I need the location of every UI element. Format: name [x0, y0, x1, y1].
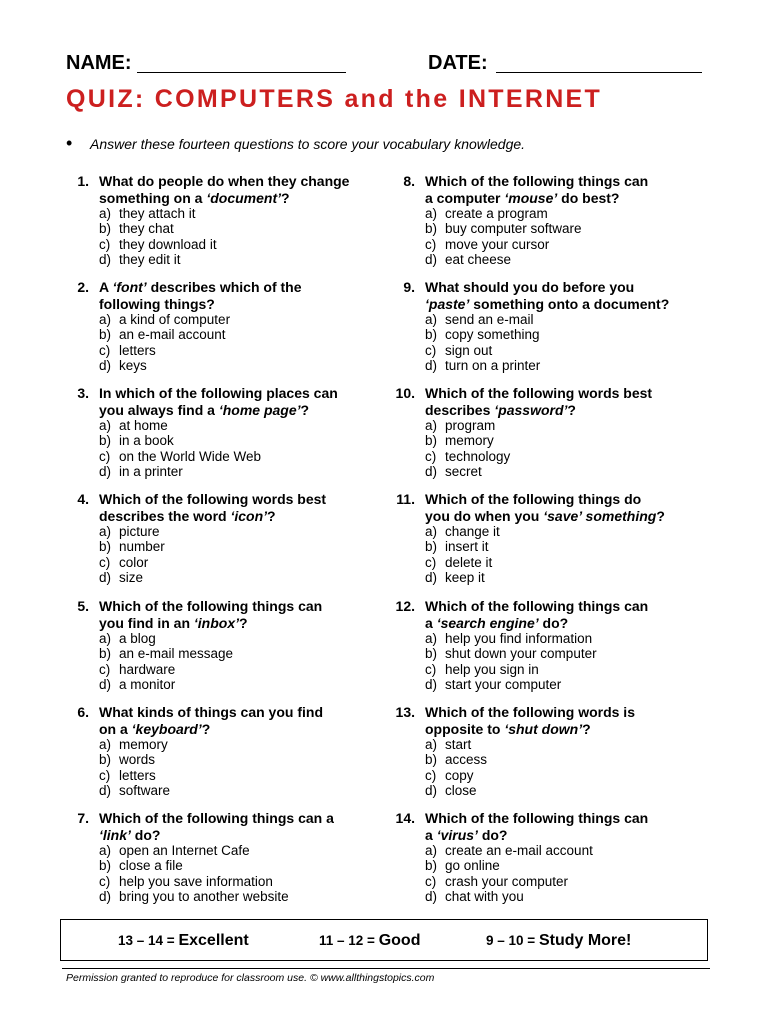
question-prompt: Which of the following words best describes: [425, 385, 653, 418]
question-number: 10.: [395, 385, 415, 401]
option-letter: c): [425, 767, 437, 783]
question-5: [59, 598, 359, 693]
option-letter: b): [425, 433, 438, 449]
question-text: [425, 704, 685, 737]
option-letter: a): [425, 843, 438, 858]
option-letter: d): [99, 358, 112, 374]
question-term: ‘inbox’: [193, 614, 240, 631]
question-number: 5.: [77, 598, 89, 614]
answer-options: [385, 312, 685, 374]
question-term: ‘virus’: [436, 826, 478, 843]
option-text: copy something: [445, 327, 540, 343]
answer-options: [385, 631, 685, 693]
question-term: ‘home page’: [218, 401, 301, 418]
option-letter: a): [99, 418, 112, 433]
option-letter: d): [425, 464, 438, 480]
answer-option[interactable]: [99, 312, 359, 327]
answer-option[interactable]: [99, 570, 359, 585]
answer-option[interactable]: [425, 889, 685, 904]
option-text: buy computer software: [445, 221, 582, 237]
answer-options: [59, 631, 359, 693]
instruction-text: Answer these fourteen questions to score your vocabulary knowledge.: [90, 136, 526, 152]
option-letter: a): [99, 631, 112, 646]
question-number: 11.: [396, 491, 415, 507]
option-text: eat cheese: [445, 252, 512, 268]
option-text: a blog: [119, 631, 156, 646]
score-word: Study More!: [538, 932, 632, 949]
answer-option[interactable]: [425, 874, 685, 889]
option-text: secret: [445, 464, 482, 480]
question-12: [385, 598, 685, 693]
answer-options: [385, 206, 685, 268]
option-letter: b): [99, 539, 112, 555]
option-text: bring you to another website: [119, 889, 289, 905]
question-4: [59, 491, 359, 586]
option-text: hardware: [119, 661, 176, 677]
question-prompt: Which of the following things can a: [425, 810, 649, 843]
question-prompt: What should you do before you: [425, 279, 635, 295]
question-text: [425, 810, 685, 843]
question-suffix: do?: [477, 826, 508, 843]
answer-option[interactable]: [425, 631, 685, 646]
answer-option[interactable]: [425, 783, 685, 798]
question-prompt: Which of the following things can a: [425, 598, 649, 631]
answer-option[interactable]: [425, 327, 685, 342]
option-letter: a): [99, 737, 112, 752]
option-text: close a file: [119, 858, 183, 874]
answer-option[interactable]: [99, 433, 359, 448]
question-suffix: ?: [300, 401, 310, 418]
score-study-more: [486, 931, 631, 951]
answer-option[interactable]: [99, 539, 359, 554]
answer-option[interactable]: [99, 221, 359, 236]
option-text: letters: [119, 767, 156, 783]
question-prompt: Which of the following things can a computer: [425, 173, 649, 206]
option-text: an e-mail message: [119, 646, 234, 662]
option-text: create a program: [445, 206, 548, 221]
question-10: [385, 385, 685, 480]
answer-option[interactable]: [425, 768, 685, 783]
question-prompt: Which of the following words best describes the word: [99, 491, 327, 524]
question-text: [99, 385, 359, 418]
question-text: [99, 598, 359, 631]
option-text: go online: [445, 858, 500, 874]
option-letter: d): [425, 358, 438, 374]
option-letter: c): [425, 661, 437, 677]
option-text: color: [119, 554, 149, 570]
question-text: [425, 173, 685, 206]
answer-option[interactable]: [99, 737, 359, 752]
option-text: on the World Wide Web: [119, 448, 262, 464]
option-text: letters: [119, 342, 156, 358]
answer-option[interactable]: [425, 464, 685, 479]
option-letter: c): [425, 236, 437, 252]
question-prompt: What kinds of things can you find on a: [99, 704, 323, 737]
answer-option[interactable]: [425, 570, 685, 585]
question-text: [99, 279, 359, 312]
option-text: words: [119, 752, 156, 768]
answer-option[interactable]: [99, 752, 359, 767]
option-text: they download it: [119, 236, 217, 252]
date-label: DATE:: [428, 52, 488, 74]
option-letter: c): [99, 661, 111, 677]
question-6: [59, 704, 359, 799]
question-number: 4.: [77, 491, 89, 507]
answer-option[interactable]: [425, 358, 685, 373]
question-9: [385, 279, 685, 374]
option-text: program: [445, 418, 496, 433]
question-suffix: do?: [538, 614, 569, 631]
option-text: a kind of computer: [119, 312, 231, 327]
option-letter: a): [99, 312, 112, 327]
answer-option[interactable]: [425, 524, 685, 539]
answer-option[interactable]: [99, 874, 359, 889]
option-letter: a): [425, 737, 438, 752]
answer-options: [385, 418, 685, 480]
answer-option[interactable]: [425, 677, 685, 692]
option-letter: d): [425, 889, 438, 905]
answer-option[interactable]: [425, 312, 685, 327]
answer-option[interactable]: [99, 524, 359, 539]
option-letter: c): [425, 554, 437, 570]
answer-option[interactable]: [99, 889, 359, 904]
option-letter: a): [99, 524, 112, 539]
option-text: in a book: [119, 433, 174, 449]
answer-option[interactable]: [99, 768, 359, 783]
option-text: shut down your computer: [445, 646, 597, 662]
question-suffix: ?: [201, 720, 211, 737]
answer-option[interactable]: [99, 206, 359, 221]
option-letter: c): [425, 448, 437, 464]
option-letter: b): [99, 221, 112, 237]
option-letter: d): [425, 783, 438, 799]
option-letter: b): [425, 221, 438, 237]
question-number: 9.: [403, 279, 415, 295]
question-number: 6.: [77, 704, 89, 720]
question-number: 14.: [395, 810, 415, 826]
question-text: [99, 810, 359, 843]
question-prompt: Which of the following things do you do when you: [425, 491, 642, 524]
answer-option[interactable]: [99, 449, 359, 464]
question-suffix: do best?: [557, 189, 620, 206]
answer-options: [385, 843, 685, 905]
page-title: QUIZ: COMPUTERS and the INTERNET: [66, 85, 603, 113]
answer-option[interactable]: [99, 783, 359, 798]
question-term: ‘search engine’: [436, 614, 539, 631]
question-term: ‘paste’: [425, 295, 470, 312]
bullet-icon: •: [66, 133, 73, 153]
answer-option[interactable]: [99, 343, 359, 358]
option-letter: d): [99, 570, 112, 586]
answer-option[interactable]: [99, 843, 359, 858]
option-letter: a): [425, 206, 438, 221]
question-13: [385, 704, 685, 799]
question-term: ‘mouse’: [504, 189, 558, 206]
question-14: [385, 810, 685, 905]
score-range: 13 – 14 =: [118, 933, 175, 948]
option-letter: a): [425, 524, 438, 539]
option-text: open an Internet Cafe: [119, 843, 250, 858]
option-letter: c): [99, 554, 111, 570]
option-text: copy: [445, 767, 474, 783]
option-letter: c): [99, 448, 111, 464]
question-11: [385, 491, 685, 586]
option-text: number: [119, 539, 165, 555]
question-term: ‘link’: [99, 826, 131, 843]
option-letter: d): [99, 464, 112, 480]
question-suffix: do?: [130, 826, 161, 843]
answer-option[interactable]: [99, 237, 359, 252]
option-text: memory: [119, 737, 168, 752]
answer-option[interactable]: [425, 555, 685, 570]
option-text: start: [445, 737, 472, 752]
score-box: [60, 919, 708, 961]
option-text: start your computer: [445, 677, 562, 693]
answer-options: [59, 312, 359, 374]
date-field-line[interactable]: [496, 72, 702, 73]
question-7: [59, 810, 359, 905]
option-text: turn on a printer: [445, 358, 541, 374]
answer-option[interactable]: [425, 418, 685, 433]
answer-option[interactable]: [99, 555, 359, 570]
option-letter: a): [99, 206, 112, 221]
question-suffix: describes which of the following things?: [99, 279, 302, 312]
option-letter: b): [99, 327, 112, 343]
question-text: [99, 173, 359, 206]
question-suffix: ?: [656, 507, 665, 524]
answer-options: [385, 524, 685, 586]
option-letter: c): [425, 873, 437, 889]
question-suffix: something onto a document?: [469, 295, 670, 312]
answer-option[interactable]: [99, 631, 359, 646]
question-2: [59, 279, 359, 374]
option-letter: d): [99, 889, 112, 905]
instruction: [66, 134, 706, 156]
header-row: [0, 50, 768, 80]
option-text: technology: [445, 448, 511, 464]
option-text: in a printer: [119, 464, 183, 480]
question-text: [425, 279, 685, 312]
answer-option[interactable]: [425, 737, 685, 752]
answer-options: [59, 737, 359, 799]
answer-option[interactable]: [99, 252, 359, 267]
option-letter: c): [425, 342, 437, 358]
question-term: ‘save’ something: [543, 507, 657, 524]
answer-option[interactable]: [99, 464, 359, 479]
question-term: ‘keyboard’: [131, 720, 202, 737]
answer-option[interactable]: [425, 646, 685, 661]
option-text: a monitor: [119, 677, 176, 693]
option-text: software: [119, 783, 171, 799]
option-letter: a): [99, 843, 112, 858]
option-text: keys: [119, 358, 147, 374]
option-letter: c): [99, 236, 111, 252]
answer-option[interactable]: [99, 418, 359, 433]
answer-option[interactable]: [425, 237, 685, 252]
score-word: Good: [378, 932, 421, 949]
name-label: NAME:: [66, 52, 132, 74]
question-suffix: ?: [281, 189, 290, 206]
answer-option[interactable]: [425, 433, 685, 448]
option-letter: c): [99, 767, 111, 783]
option-text: keep it: [445, 570, 485, 586]
question-term: ‘password’: [494, 401, 568, 418]
option-text: help you find information: [445, 631, 593, 646]
answer-option[interactable]: [99, 327, 359, 342]
question-term: ‘font’: [112, 279, 147, 295]
option-text: an e-mail account: [119, 327, 226, 343]
answer-option[interactable]: [99, 646, 359, 661]
question-prompt: Which of the following things can you find in an: [99, 598, 323, 631]
question-prompt: What do people do when they change something on a: [99, 173, 350, 206]
option-letter: d): [99, 783, 112, 799]
option-letter: b): [425, 752, 438, 768]
answer-options: [385, 737, 685, 799]
answer-option[interactable]: [425, 449, 685, 464]
question-number: 13.: [395, 704, 415, 720]
name-field-line[interactable]: [137, 72, 346, 73]
option-letter: a): [425, 312, 438, 327]
option-text: insert it: [445, 539, 489, 555]
question-term: ‘document’: [206, 189, 282, 206]
option-text: change it: [445, 524, 500, 539]
question-text: [99, 704, 359, 737]
option-text: they chat: [119, 221, 174, 237]
option-text: send an e-mail: [445, 312, 534, 327]
option-letter: d): [425, 677, 438, 693]
score-good: [319, 931, 420, 951]
answer-options: [59, 418, 359, 480]
question-term: ‘shut down’: [504, 720, 583, 737]
question-text: [425, 491, 685, 524]
question-number: 1.: [77, 173, 89, 189]
option-letter: a): [425, 631, 438, 646]
question-number: 8.: [403, 173, 415, 189]
answer-option[interactable]: [425, 206, 685, 221]
score-excellent: [118, 931, 249, 951]
footer-permission: Permission granted to reproduce for classroom use. © www.allthingstopics.com: [66, 972, 435, 984]
option-letter: b): [425, 327, 438, 343]
score-range: 9 – 10 =: [486, 933, 536, 948]
answer-options: [59, 206, 359, 268]
answer-option[interactable]: [425, 539, 685, 554]
question-suffix: ?: [582, 720, 591, 737]
option-text: access: [445, 752, 488, 768]
option-letter: b): [99, 433, 112, 449]
footer-divider: [62, 968, 710, 969]
option-text: they attach it: [119, 206, 196, 221]
option-letter: b): [425, 858, 438, 874]
option-text: help you save information: [119, 873, 273, 889]
score-word: Excellent: [178, 932, 249, 949]
question-suffix: ?: [239, 614, 248, 631]
option-letter: b): [425, 539, 438, 555]
option-letter: c): [99, 873, 111, 889]
answer-option[interactable]: [99, 677, 359, 692]
answer-options: [59, 524, 359, 586]
option-text: crash your computer: [445, 873, 569, 889]
option-letter: d): [99, 677, 112, 693]
option-letter: d): [99, 252, 112, 268]
option-text: picture: [119, 524, 160, 539]
option-letter: c): [99, 342, 111, 358]
answer-option[interactable]: [425, 252, 685, 267]
question-8: [385, 173, 685, 268]
option-text: size: [119, 570, 144, 586]
option-letter: a): [425, 418, 438, 433]
answer-options: [59, 843, 359, 905]
answer-option[interactable]: [425, 221, 685, 236]
option-letter: b): [99, 646, 112, 662]
option-text: they edit it: [119, 252, 181, 268]
option-letter: b): [99, 858, 112, 874]
question-number: 3.: [77, 385, 89, 401]
option-text: at home: [119, 418, 168, 433]
option-text: help you sign in: [445, 661, 539, 677]
answer-option[interactable]: [425, 843, 685, 858]
option-text: move your cursor: [445, 236, 550, 252]
option-text: delete it: [445, 554, 493, 570]
question-prompt: A: [99, 279, 113, 295]
option-text: create an e-mail account: [445, 843, 593, 858]
option-letter: b): [425, 646, 438, 662]
question-text: [425, 598, 685, 631]
question-suffix: ?: [267, 507, 276, 524]
question-number: 12.: [395, 598, 415, 614]
option-text: close: [445, 783, 477, 799]
score-range: 11 – 12 =: [319, 933, 375, 948]
answer-option[interactable]: [425, 662, 685, 677]
option-letter: d): [425, 570, 438, 586]
question-term: ‘icon’: [230, 507, 268, 524]
answer-option[interactable]: [99, 358, 359, 373]
question-text: [425, 385, 685, 418]
answer-option[interactable]: [425, 858, 685, 873]
question-3: [59, 385, 359, 480]
question-number: 2.: [77, 279, 89, 295]
option-text: sign out: [445, 342, 493, 358]
question-prompt: Which of the following words is opposite to: [425, 704, 635, 737]
option-text: memory: [445, 433, 494, 449]
question-suffix: ?: [567, 401, 576, 418]
answer-option[interactable]: [425, 752, 685, 767]
question-number: 7.: [77, 810, 89, 826]
answer-option[interactable]: [99, 858, 359, 873]
question-prompt: Which of the following things can a: [99, 810, 334, 826]
answer-option[interactable]: [99, 662, 359, 677]
answer-option[interactable]: [425, 343, 685, 358]
question-text: [99, 491, 359, 524]
option-text: chat with you: [445, 889, 524, 905]
question-1: [59, 173, 359, 268]
option-letter: d): [425, 252, 438, 268]
question-prompt: In which of the following places can you always find a: [99, 385, 338, 418]
option-letter: b): [99, 752, 112, 768]
